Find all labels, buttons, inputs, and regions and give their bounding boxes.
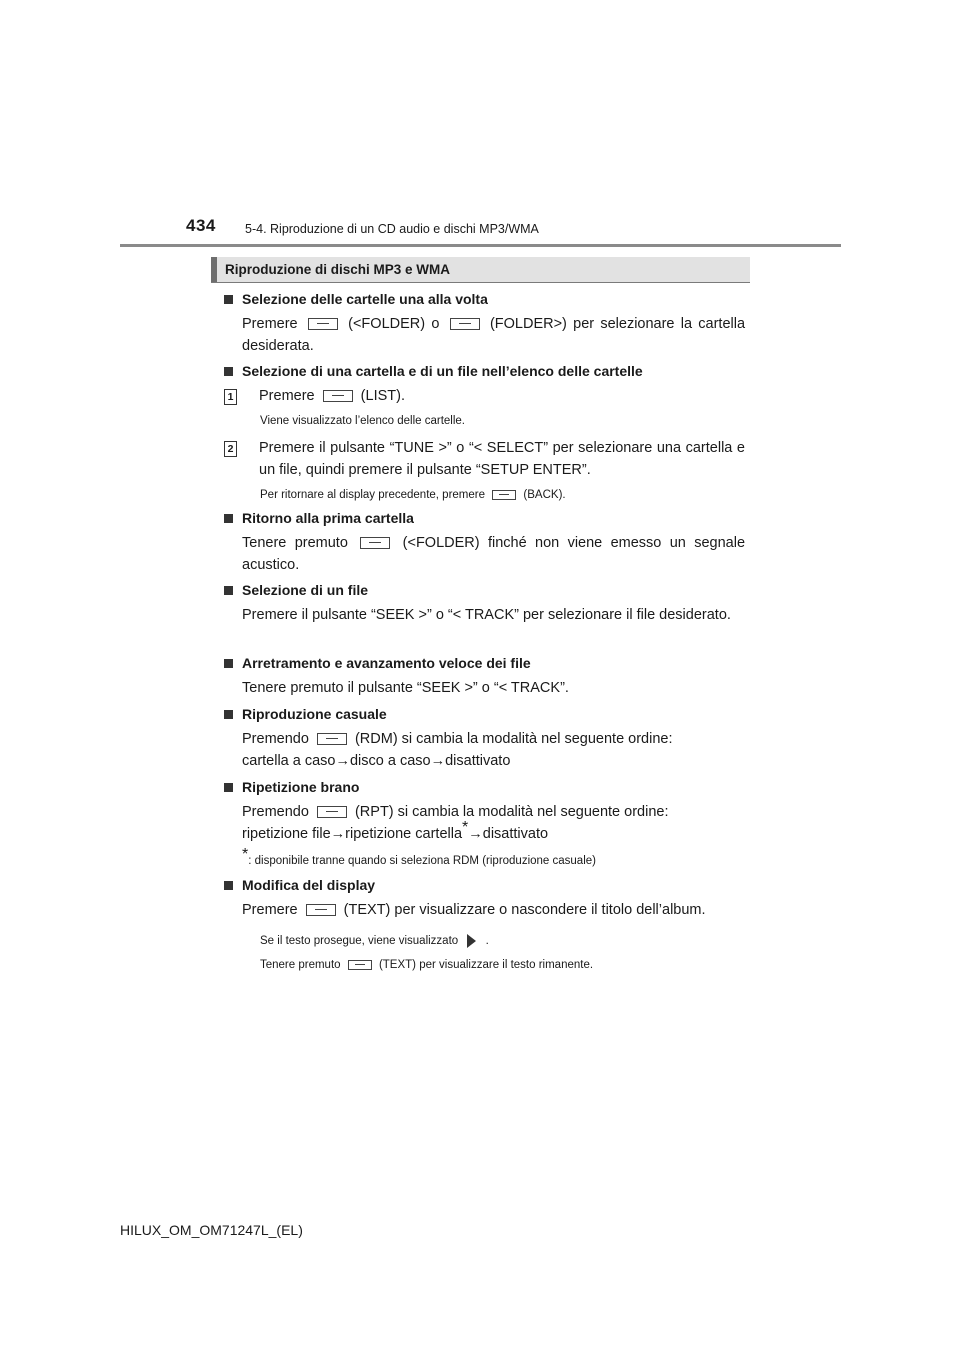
step-number: 2	[224, 441, 237, 457]
step-note: Viene visualizzato l’elenco delle cartelle.	[260, 415, 465, 427]
item-first-folder	[224, 508, 745, 576]
item-body: Premendo (RDM) si cambia la modalità nel seguente ordine: cartella a caso→disco a caso→disattivato	[242, 731, 673, 769]
document-code: HILUX_OM_OM71247L_(EL)	[120, 1222, 303, 1238]
item-heading: Selezione di una cartella e di un file nell’elenco delle cartelle	[224, 361, 745, 381]
item-heading: Selezione delle cartelle una alla volta	[224, 289, 745, 309]
folder-up-button-icon	[450, 318, 480, 330]
item-body: Tenere premuto (<FOLDER) finché non viene emesso un segnale acustico.	[242, 535, 746, 573]
chapter-title: 5-4. Riproduzione di un CD audio e dischi MP3/WMA	[245, 222, 539, 236]
section-header-bar	[211, 257, 217, 282]
bullet-square-icon	[224, 659, 233, 668]
item-folders	[224, 289, 745, 357]
bullet-square-icon	[224, 783, 233, 792]
step-note: Per ritornare al display precedente, premere (BACK).	[260, 489, 566, 501]
item-body: Tenere premuto il pulsante “SEEK >” o “< TRACK”.	[242, 680, 569, 696]
item-repeat	[224, 777, 745, 869]
step-number: 1	[224, 389, 237, 405]
header-rule	[120, 244, 841, 247]
item-heading: Modifica del display	[224, 875, 745, 895]
item-heading: Selezione di un file	[224, 580, 745, 600]
step-1: 1 Premere (LIST).	[224, 385, 745, 407]
item-heading: Riproduzione casuale	[224, 704, 745, 724]
item-heading: Arretramento e avanzamento veloce dei file	[224, 653, 745, 673]
bullet-square-icon	[224, 586, 233, 595]
bullet-square-icon	[224, 295, 233, 304]
text-button-icon	[306, 904, 336, 916]
item-fast	[224, 653, 745, 699]
rpt-button-icon	[317, 806, 347, 818]
item-body: Premere (TEXT) per visualizzare o nascondere il titolo dell’album.	[242, 902, 706, 918]
continue-arrow-icon	[467, 934, 476, 948]
item-heading: Ripetizione brano	[224, 777, 745, 797]
page-number: 434	[186, 216, 216, 235]
folder-down-button-icon	[360, 537, 390, 549]
item-heading: Ritorno alla prima cartella	[224, 508, 745, 528]
step-2: 2 Premere il pulsante “TUNE >” o “< SELECT” per selezionare una cartella e un file, quindi premere il pulsante “SETUP ENTER”.	[224, 437, 745, 481]
item-select-file	[224, 580, 745, 626]
bullet-square-icon	[224, 710, 233, 719]
folder-down-button-icon	[308, 318, 338, 330]
item-body: Premere (<FOLDER) o (FOLDER>) per selezionare la cartella desiderata.	[242, 316, 746, 354]
item-body: Premendo (RPT) si cambia la modalità nel seguente ordine: ripetizione file→ripetizione cartella*→disattivato	[242, 804, 669, 842]
section-title: Riproduzione di dischi MP3 e WMA	[225, 262, 451, 277]
rdm-button-icon	[317, 733, 347, 745]
display-note: Tenere premuto (TEXT) per visualizzare il testo rimanente.	[260, 959, 594, 971]
section-header	[211, 257, 750, 283]
item-list	[224, 361, 745, 503]
item-random	[224, 704, 745, 772]
display-note: Se il testo prosegue, viene visualizzato .	[260, 935, 489, 947]
item-display	[224, 875, 745, 973]
list-button-icon	[323, 390, 353, 402]
footnote: *: disponibile tranne quando si seleziona RDM (riproduzione casuale)	[242, 846, 596, 867]
bullet-square-icon	[224, 881, 233, 890]
bullet-square-icon	[224, 514, 233, 523]
item-body: Premere il pulsante “SEEK >” o “< TRACK” per selezionare il file desiderato.	[242, 607, 731, 623]
bullet-square-icon	[224, 367, 233, 376]
text-button-icon	[348, 960, 372, 970]
back-button-icon	[492, 490, 516, 500]
